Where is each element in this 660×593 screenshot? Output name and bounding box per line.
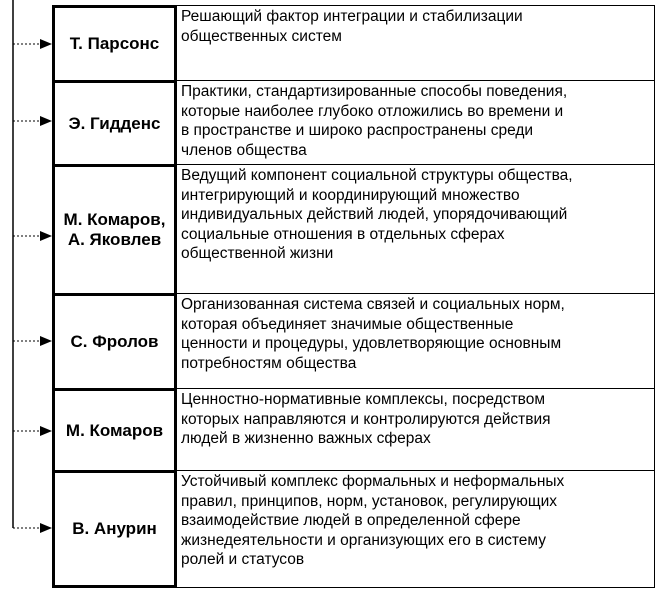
connector-arrow (13, 426, 52, 436)
definition-text: Устойчивый комплекс формальных и неформальных правил, принципов, норм, установок, регулирующих взаимодействие людей в определенной сфере жизнедеятельности и организующих его в систему ролей и статусов (177, 470, 655, 588)
definition-text: Ценностно-нормативные комплексы, посредством которых направляются и контролируются действия людей в жизненно важных сферах (177, 388, 655, 473)
author-name: В. Анурин (52, 470, 177, 588)
author-name: Т. Парсонс (52, 5, 177, 83)
connector-arrow (13, 336, 52, 346)
definition-row (52, 5, 655, 83)
definition-text: Организованная система связей и социальных норм, которая объединяет значимые общественные ценности и процедуры, удовлетворяющие основным потребностям общества (177, 293, 655, 391)
definition-row (52, 293, 655, 391)
connector-arrow (13, 231, 52, 241)
definition-text: Решающий фактор интеграции и стабилизации общественных систем (177, 5, 655, 83)
definition-row (52, 80, 655, 167)
connector-arrow (13, 39, 52, 49)
definition-text: Ведущий компонент социальной структуры общества, интегрирующий и координирующий множество индивидуальных действий людей, упорядочивающий социальные отношения в отдельных сферах общественной жизни (177, 164, 655, 296)
author-name: М. Комаров (52, 388, 177, 473)
definition-row (52, 164, 655, 296)
author-name: Э. Гидденс (52, 80, 177, 167)
author-name: М. Комаров, А. Яковлев (52, 164, 177, 296)
connector-arrow (13, 523, 52, 533)
definition-row (52, 470, 655, 588)
author-name: С. Фролов (52, 293, 177, 391)
definition-row (52, 388, 655, 473)
definition-text: Практики, стандартизированные способы поведения, которые наиболее глубоко отложились во времени и в пространстве и широко распространены среди членов общества (177, 80, 655, 167)
connector-arrow (13, 116, 52, 126)
